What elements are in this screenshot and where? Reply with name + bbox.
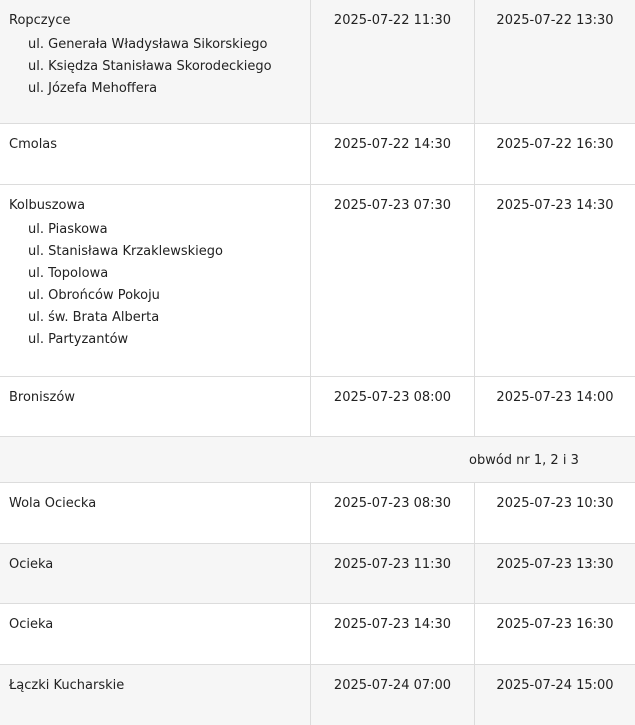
location-cell xyxy=(0,483,310,543)
location-cell xyxy=(0,604,310,664)
section-header xyxy=(0,437,635,483)
end-time: 2025-07-23 16:30 xyxy=(496,617,614,632)
place-name: Łączki Kucharskie xyxy=(9,678,125,693)
end-time-cell xyxy=(474,483,635,543)
location-cell xyxy=(0,185,310,376)
start-time-cell xyxy=(310,377,474,436)
table-row xyxy=(0,124,635,185)
start-time-cell xyxy=(310,185,474,376)
end-time: 2025-07-24 15:00 xyxy=(496,678,614,693)
start-time: 2025-07-23 08:30 xyxy=(333,496,452,511)
start-time: 2025-07-23 08:00 xyxy=(333,390,452,405)
location-cell xyxy=(0,124,310,184)
location-cell xyxy=(0,665,310,725)
street-item: ul. Księdza Stanisława Skorodeckiego xyxy=(28,59,272,74)
end-time: 2025-07-22 16:30 xyxy=(496,137,614,152)
location-cell xyxy=(0,377,310,436)
place-name: Wola Ociecka xyxy=(9,496,97,511)
place-name: Ocieka xyxy=(9,617,54,632)
street-list xyxy=(9,34,310,100)
street-list xyxy=(9,219,310,351)
start-time-cell xyxy=(310,483,474,543)
table-row xyxy=(0,377,635,437)
place-name: Broniszów xyxy=(9,390,75,405)
street-item: ul. Józefa Mehoffera xyxy=(28,81,158,96)
end-time: 2025-07-23 14:30 xyxy=(496,198,614,213)
end-time-cell xyxy=(474,377,635,436)
end-time: 2025-07-23 14:00 xyxy=(496,390,614,405)
end-time-cell xyxy=(474,0,635,123)
end-time: 2025-07-22 13:30 xyxy=(496,13,614,28)
location-cell xyxy=(0,544,310,603)
end-time-cell xyxy=(474,604,635,664)
start-time: 2025-07-23 14:30 xyxy=(333,617,452,632)
location-cell xyxy=(0,0,310,123)
street-item: ul. Stanisława Krzaklewskiego xyxy=(28,244,223,259)
start-time-cell xyxy=(310,0,474,123)
street-item: ul. Piaskowa xyxy=(28,222,108,237)
place-name: Cmolas xyxy=(9,137,58,152)
start-time: 2025-07-22 11:30 xyxy=(333,13,452,28)
start-time-cell xyxy=(310,124,474,184)
table-row xyxy=(0,544,635,604)
start-time: 2025-07-23 11:30 xyxy=(333,557,452,572)
street-item: ul. Obrońców Pokoju xyxy=(28,288,160,303)
end-time-cell xyxy=(474,124,635,184)
street-item: ul. Partyzantów xyxy=(28,332,129,347)
table-row xyxy=(0,665,635,725)
place-name: Kolbuszowa xyxy=(9,198,86,213)
table-row xyxy=(0,604,635,665)
end-time: 2025-07-23 13:30 xyxy=(496,557,614,572)
end-time-cell xyxy=(474,544,635,603)
start-time: 2025-07-22 14:30 xyxy=(333,137,452,152)
table-row xyxy=(0,483,635,544)
table-row xyxy=(0,185,635,377)
end-time: 2025-07-23 10:30 xyxy=(496,496,614,511)
place-name: Ropczyce xyxy=(9,13,71,28)
street-item: ul. Generała Władysława Sikorskiego xyxy=(28,37,268,52)
place-name: Ocieka xyxy=(9,557,54,572)
street-item: ul. Topolowa xyxy=(28,266,109,281)
start-time: 2025-07-23 07:30 xyxy=(333,198,452,213)
street-item: ul. św. Brata Alberta xyxy=(28,310,160,325)
start-time-cell xyxy=(310,604,474,664)
table-row xyxy=(0,0,635,124)
end-time-cell xyxy=(474,185,635,376)
end-time-cell xyxy=(474,665,635,725)
start-time: 2025-07-24 07:00 xyxy=(333,678,452,693)
start-time-cell xyxy=(310,544,474,603)
section-label: obwód nr 1, 2 i 3 xyxy=(469,453,579,468)
start-time-cell xyxy=(310,665,474,725)
